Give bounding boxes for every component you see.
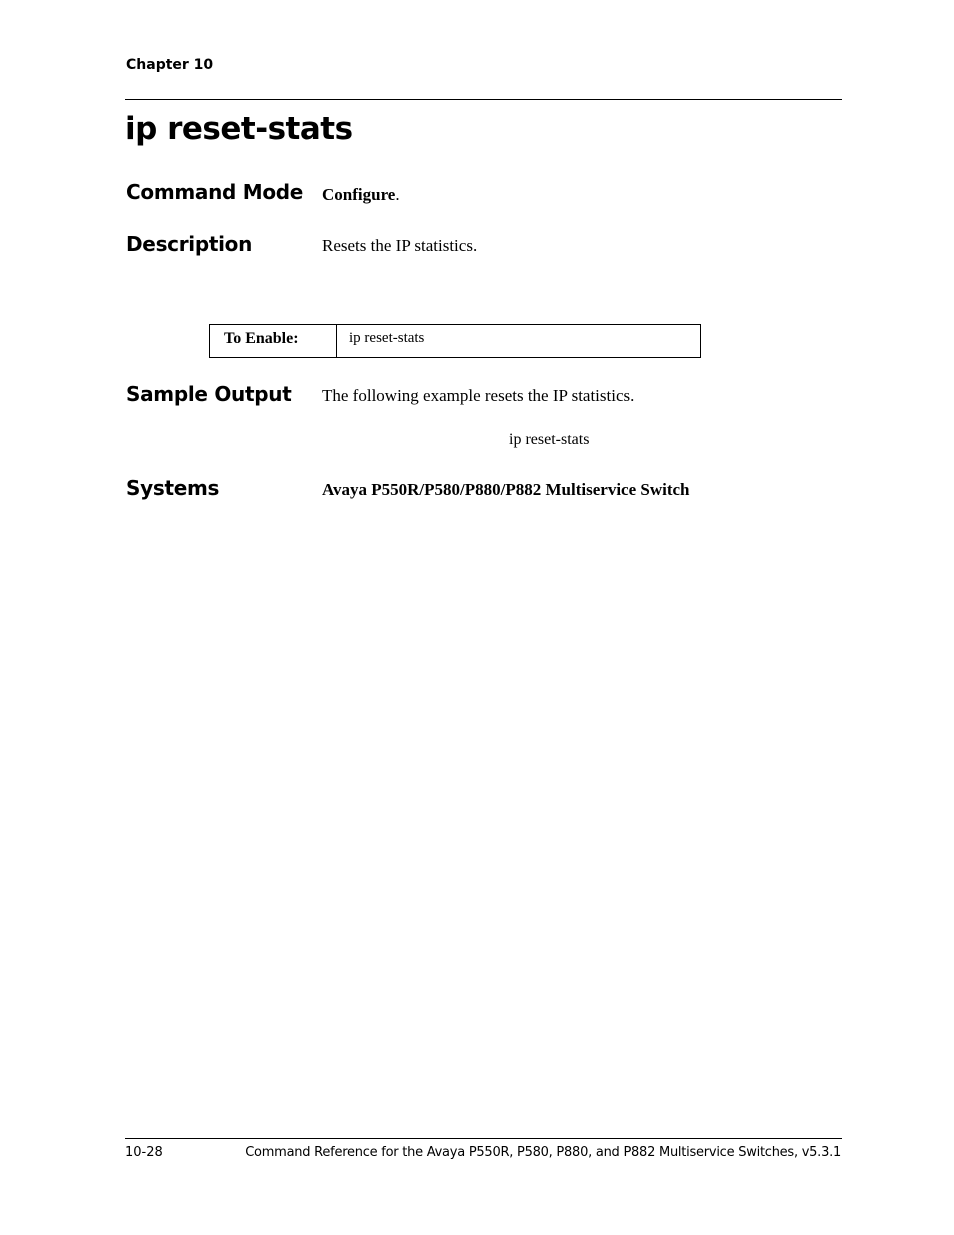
command-mode-configure: Configure (322, 185, 396, 204)
footer-page-number: 10-28 (125, 1145, 163, 1160)
enable-table (209, 324, 701, 358)
enable-table-label: To Enable: (210, 325, 337, 357)
sample-output-text: The following example resets the IP statistics. (322, 386, 635, 405)
description-text: Resets the IP statistics. (322, 236, 478, 255)
systems-value: Avaya P550R/P580/P880/P882 Multiservice Switch (322, 480, 690, 499)
header-divider (125, 99, 842, 100)
footer-document-title: Command Reference for the Avaya P550R, P580, P880, and P882 Multiservice Switches, v5.3.1 (245, 1145, 841, 1160)
command-mode-value (322, 185, 400, 205)
description-heading: Description (126, 232, 253, 256)
sample-output-example: ip reset-stats (509, 431, 590, 448)
command-mode-heading: Command Mode (126, 180, 304, 204)
page-title: ip reset-stats (125, 111, 353, 147)
chapter-label: Chapter 10 (126, 57, 214, 73)
sample-output-heading: Sample Output (126, 382, 292, 406)
systems-heading: Systems (126, 476, 220, 500)
command-mode-period: . (395, 185, 400, 204)
enable-table-command: ip reset-stats (349, 330, 425, 346)
footer-divider (125, 1138, 842, 1139)
